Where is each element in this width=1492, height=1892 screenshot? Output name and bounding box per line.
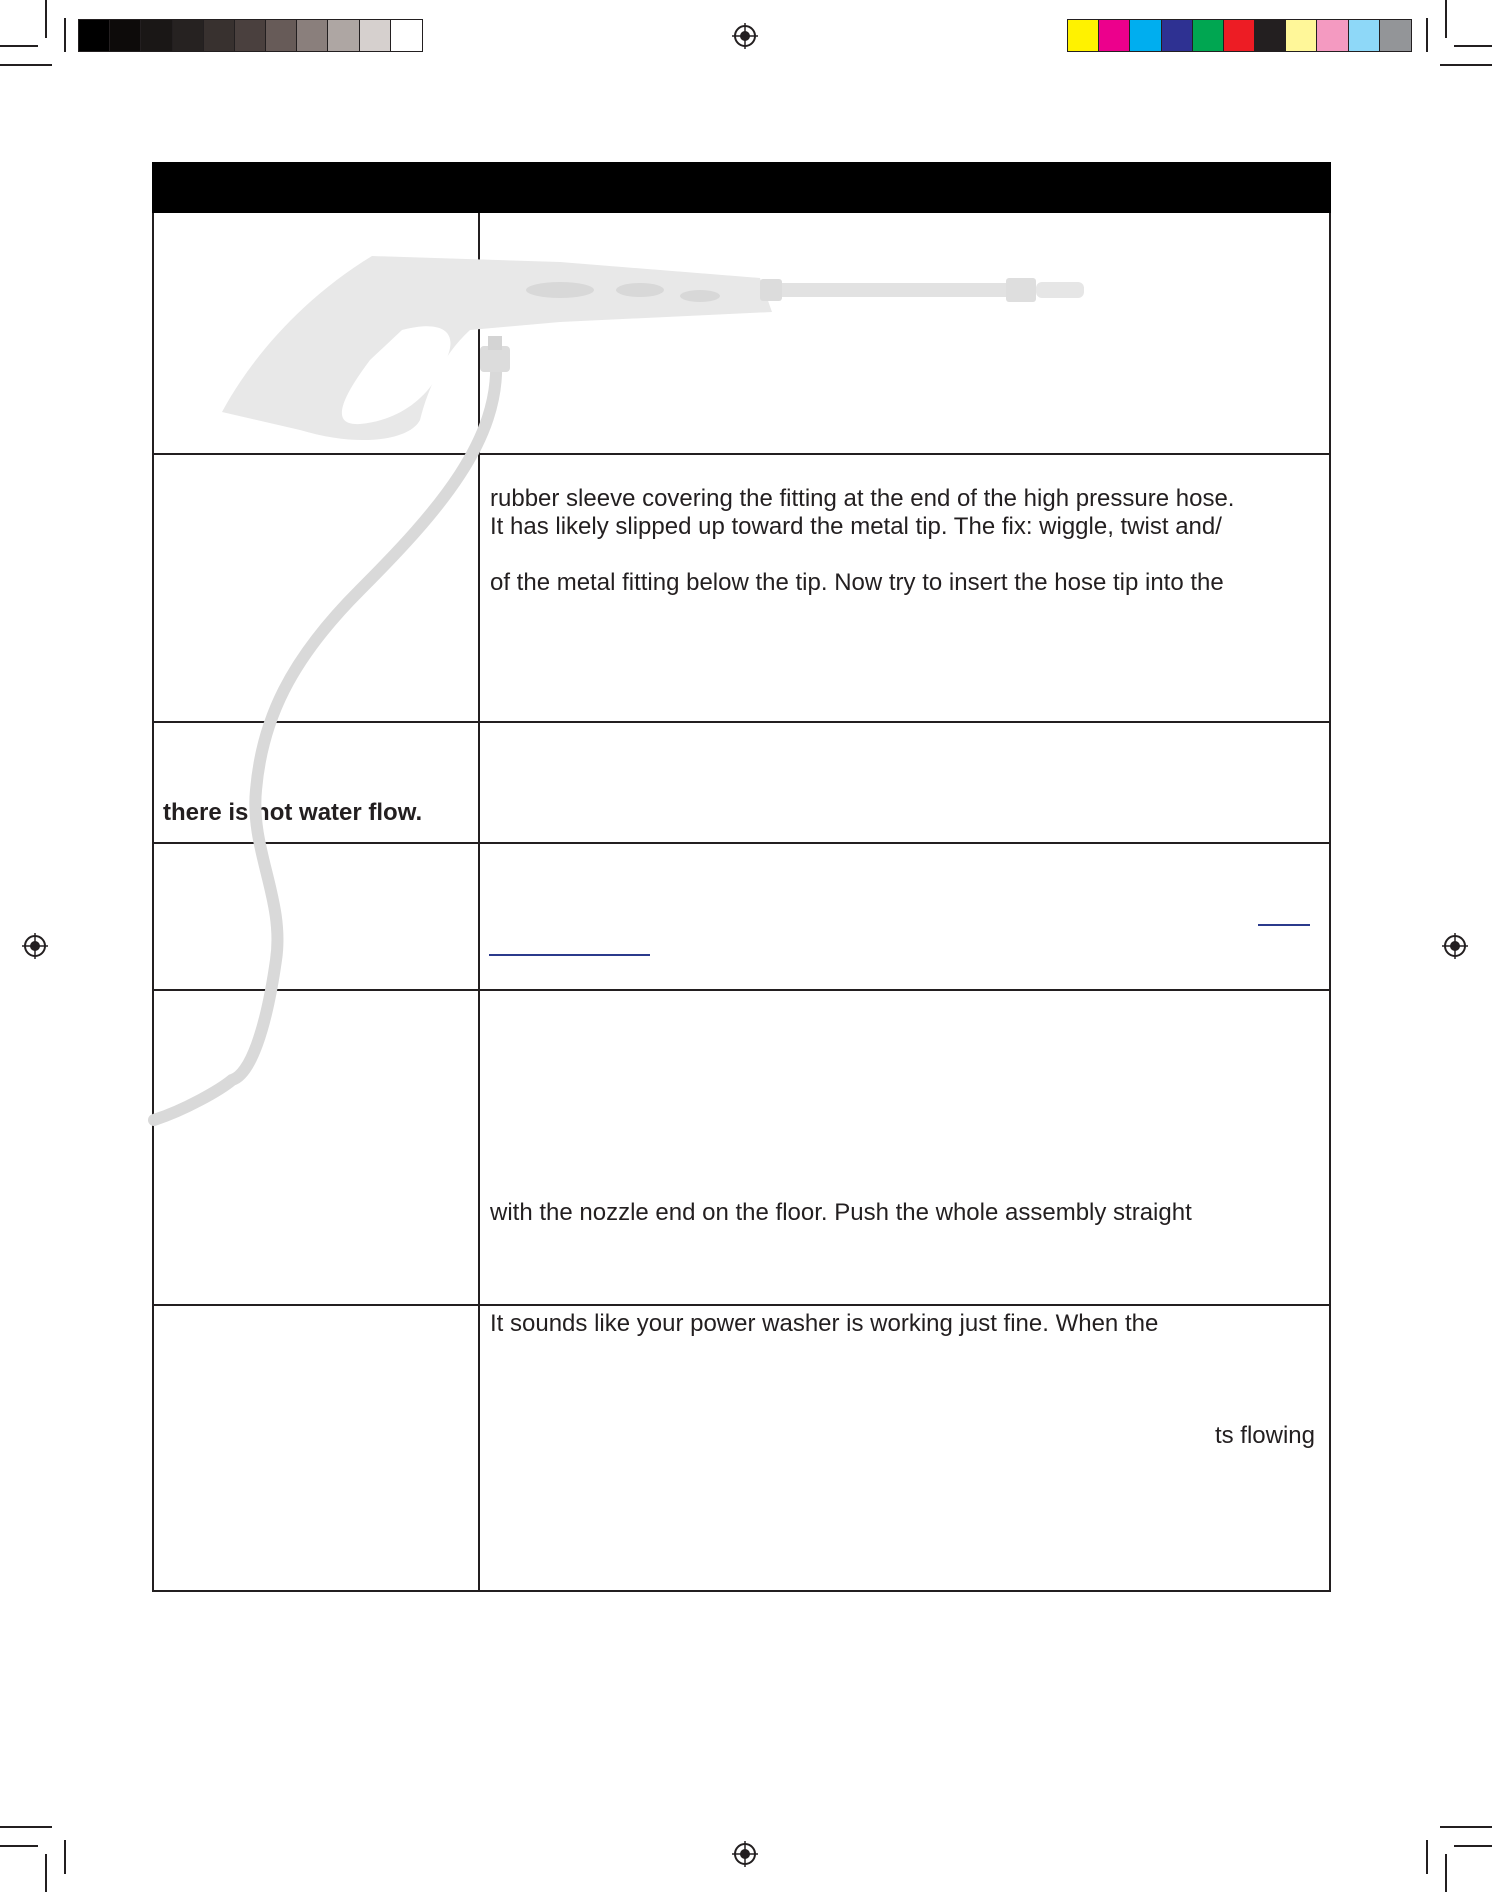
crop-mark-br-h xyxy=(1454,1845,1492,1847)
crop-mark-br-h2 xyxy=(1440,1826,1492,1828)
registration-mark-icon xyxy=(22,933,48,959)
problem-text-line: there is not water flow. xyxy=(163,799,423,826)
color-swatch xyxy=(1162,20,1193,51)
crop-mark-tl-h xyxy=(0,45,38,47)
table-row xyxy=(154,989,1329,1304)
color-swatch xyxy=(1099,20,1130,51)
crop-mark-bl-v2 xyxy=(64,1840,66,1874)
color-swatch xyxy=(1380,20,1411,51)
table-row xyxy=(154,1304,1329,1590)
color-swatch xyxy=(110,20,141,51)
crop-mark-bl-h2 xyxy=(0,1826,52,1828)
table-row xyxy=(154,721,1329,842)
problem-cell xyxy=(154,723,480,842)
table-row xyxy=(154,213,1329,453)
color-swatch xyxy=(297,20,328,51)
color-swatch xyxy=(1130,20,1161,51)
crop-mark-tl-v xyxy=(45,0,47,38)
crop-mark-tr-v2 xyxy=(1426,18,1428,52)
color-swatch xyxy=(328,20,359,51)
color-swatch xyxy=(141,20,172,51)
problem-cell xyxy=(154,455,480,721)
solution-cell xyxy=(480,991,1329,1304)
troubleshooting-table xyxy=(152,213,1331,1592)
crop-mark-tl-v2 xyxy=(64,18,66,52)
registration-mark-icon xyxy=(1442,933,1468,959)
color-swatch xyxy=(173,20,204,51)
solution-text-line: It has likely slipped up toward the metal tip. The fix: wiggle, twist and/ xyxy=(490,513,1222,540)
crop-mark-tr-v xyxy=(1445,0,1447,38)
crop-mark-br-v xyxy=(1445,1854,1447,1892)
color-swatch xyxy=(360,20,391,51)
solution-text-line: with the nozzle end on the floor. Push the whole assembly straight xyxy=(490,1199,1192,1226)
problem-cell xyxy=(154,213,480,453)
crop-mark-tr-h2 xyxy=(1440,64,1492,66)
table-row xyxy=(154,453,1329,721)
solution-text-line: It sounds like your power washer is working just fine. When the xyxy=(490,1310,1159,1337)
registration-mark-icon xyxy=(732,1841,758,1867)
solution-text-line: ts flowing xyxy=(1214,1422,1315,1449)
color-swatch xyxy=(391,20,422,51)
color-swatch xyxy=(1349,20,1380,51)
crop-mark-bl-h xyxy=(0,1845,38,1847)
color-swatch xyxy=(1193,20,1224,51)
color-swatch xyxy=(1224,20,1255,51)
solution-cell xyxy=(480,844,1329,989)
color-swatch xyxy=(266,20,297,51)
color-swatch xyxy=(204,20,235,51)
crop-mark-tr-h xyxy=(1454,45,1492,47)
solution-cell xyxy=(480,213,1329,453)
table-header-bar xyxy=(152,162,1331,213)
color-swatch xyxy=(1255,20,1286,51)
color-swatch xyxy=(1286,20,1317,51)
solution-cell xyxy=(480,455,1329,721)
color-swatch xyxy=(1317,20,1348,51)
solution-text-line: rubber sleeve covering the fitting at the end of the high pressure hose. xyxy=(490,485,1235,512)
color-swatch xyxy=(235,20,266,51)
color-swatch xyxy=(79,20,110,51)
table-row xyxy=(154,842,1329,989)
solution-cell xyxy=(480,1306,1329,1590)
hyperlink-underline[interactable] xyxy=(1258,924,1310,926)
registration-mark-icon xyxy=(732,23,758,49)
process-color-swatch-bar xyxy=(1067,19,1412,52)
crop-mark-tl-h2 xyxy=(0,64,52,66)
solution-text-line: of the metal fitting below the tip. Now try to insert the hose tip into the xyxy=(490,569,1224,596)
hyperlink-underline[interactable] xyxy=(489,954,650,956)
solution-cell xyxy=(480,723,1329,842)
problem-cell xyxy=(154,991,480,1304)
crop-mark-bl-v xyxy=(45,1854,47,1892)
crop-mark-br-v2 xyxy=(1426,1840,1428,1874)
problem-cell xyxy=(154,1306,480,1590)
grayscale-swatch-bar xyxy=(78,19,423,52)
color-swatch xyxy=(1068,20,1099,51)
problem-cell xyxy=(154,844,480,989)
